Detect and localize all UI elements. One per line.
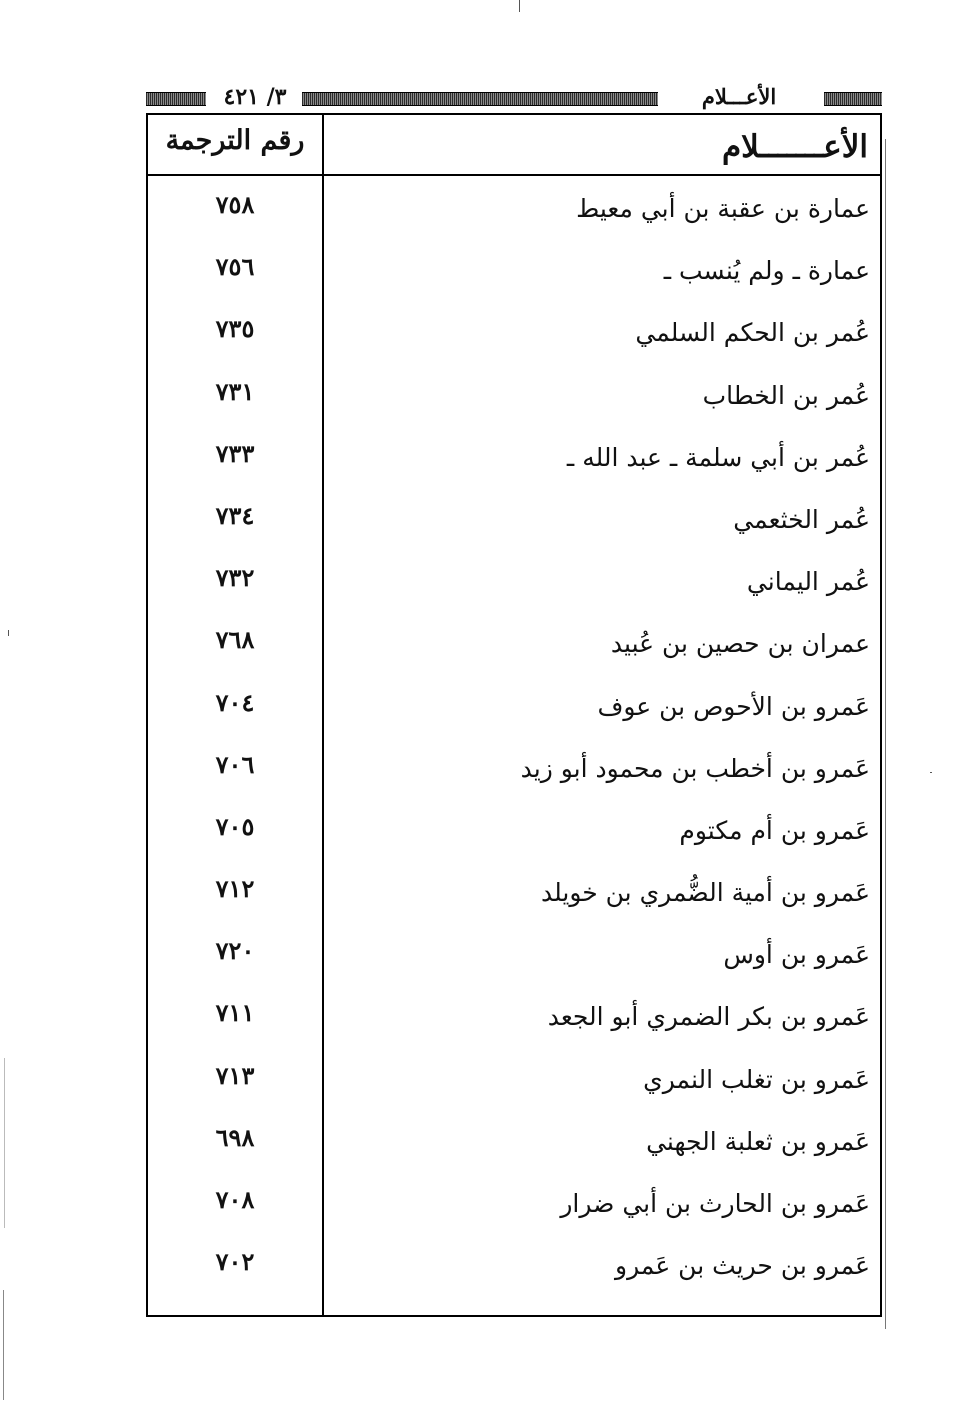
- entry-name: عمران بن حصين بن عُبيد: [610, 629, 870, 659]
- table-row: [148, 860, 880, 922]
- entry-number: ٧٢٠: [215, 936, 255, 966]
- table-row: [148, 1171, 880, 1233]
- table-row: [148, 425, 880, 487]
- entry-number: ٧٦٨: [215, 625, 255, 655]
- table-row: [148, 1047, 880, 1109]
- entry-number: ٧٣٤: [215, 500, 255, 530]
- entry-name: عَمرو بن أخطب بن محمود أبو زيد: [520, 753, 870, 783]
- table-row: [148, 736, 880, 798]
- table-row: [148, 1109, 880, 1171]
- table-row: [148, 922, 880, 984]
- table-row: [148, 176, 880, 238]
- entry-name: عَمرو بن أوس: [723, 940, 870, 970]
- entry-name: عُمر بن أبي سلمة ـ عبد الله ـ: [566, 442, 870, 472]
- table-rows: [148, 176, 880, 1295]
- scan-mark-left: [8, 630, 9, 636]
- entry-number: ٧٠٢: [215, 1247, 255, 1277]
- table-row: [148, 238, 880, 300]
- table-row: [148, 300, 880, 362]
- entry-number: ٧١٢: [215, 874, 255, 904]
- entry-name: عُمر اليماني: [746, 567, 870, 597]
- running-title: الأعـــلام: [701, 84, 777, 109]
- table-row: [148, 798, 880, 860]
- entry-name: عَمرو بن أمية الضُّمري بن خويلد: [540, 878, 870, 908]
- entry-name: عَمرو بن تغلب النمري: [643, 1064, 870, 1094]
- entry-number: ٧٥٨: [215, 190, 255, 219]
- column-header-number: رقم الترجمة: [165, 125, 305, 156]
- table-edge-rule: [885, 139, 886, 1329]
- table-row: [148, 611, 880, 673]
- table-row: [148, 984, 880, 1046]
- entry-name: عَمرو بن أم مكتوم: [679, 815, 870, 845]
- header-ornament-bar-right: [824, 92, 882, 106]
- table-row: [148, 487, 880, 549]
- entry-name: عَمرو بن بكر الضمري أبو الجعد: [547, 1002, 870, 1032]
- entry-number: ٦٩٨: [215, 1122, 255, 1152]
- header-ornament-bar-left: [146, 92, 206, 106]
- entry-number: ٧٠٥: [215, 811, 255, 841]
- running-header: [144, 86, 884, 110]
- entry-name: عمارة ـ ولم يُنسب ـ: [663, 256, 870, 286]
- entry-number: ٧٣١: [215, 376, 255, 406]
- table-row: [148, 1233, 880, 1295]
- entry-name: عَمرو بن الحارث بن أبي ضرار: [560, 1189, 870, 1218]
- entry-number: ٧٠٤: [215, 687, 255, 717]
- entry-number: ٧٥٦: [215, 252, 255, 282]
- header-ornament-bar-middle: [302, 92, 658, 106]
- scan-mark-top: [519, 0, 520, 12]
- table-row: [148, 674, 880, 736]
- page-number: ٣/ ٤٢١: [223, 84, 287, 110]
- entry-name: عُمر بن الخطاب: [702, 380, 870, 410]
- entry-name: عَمرو بن الأحوص بن عوف: [597, 691, 870, 721]
- entry-name: عَمرو بن حريث بن عَمرو: [615, 1251, 870, 1281]
- scan-mark-right: [930, 772, 932, 773]
- scan-mark-left-bottom: [3, 1290, 4, 1400]
- entry-name: عُمر الخثعمي: [733, 504, 870, 534]
- entry-name: عَمرو بن ثعلبة الجهني: [646, 1126, 870, 1156]
- entry-number: ٧١١: [215, 998, 255, 1028]
- entry-name: عمارة بن عقبة بن أبي معيط: [576, 194, 870, 223]
- column-header-name: الأعـــــــلام: [721, 129, 868, 165]
- entry-number: ٧٣٣: [215, 438, 255, 468]
- table-row: [148, 363, 880, 425]
- entry-number: ٧٣٢: [215, 563, 255, 593]
- entry-number: ٧١٣: [215, 1060, 255, 1090]
- entry-number: ٧٣٥: [215, 314, 255, 344]
- scan-mark-left-lower: [4, 1058, 5, 1228]
- entry-name: عُمر بن الحكم السلمي: [635, 318, 870, 348]
- table-row: [148, 549, 880, 611]
- index-table: [146, 113, 882, 1317]
- entry-number: ٧٠٦: [215, 749, 255, 779]
- entry-number: ٧٠٨: [215, 1185, 255, 1214]
